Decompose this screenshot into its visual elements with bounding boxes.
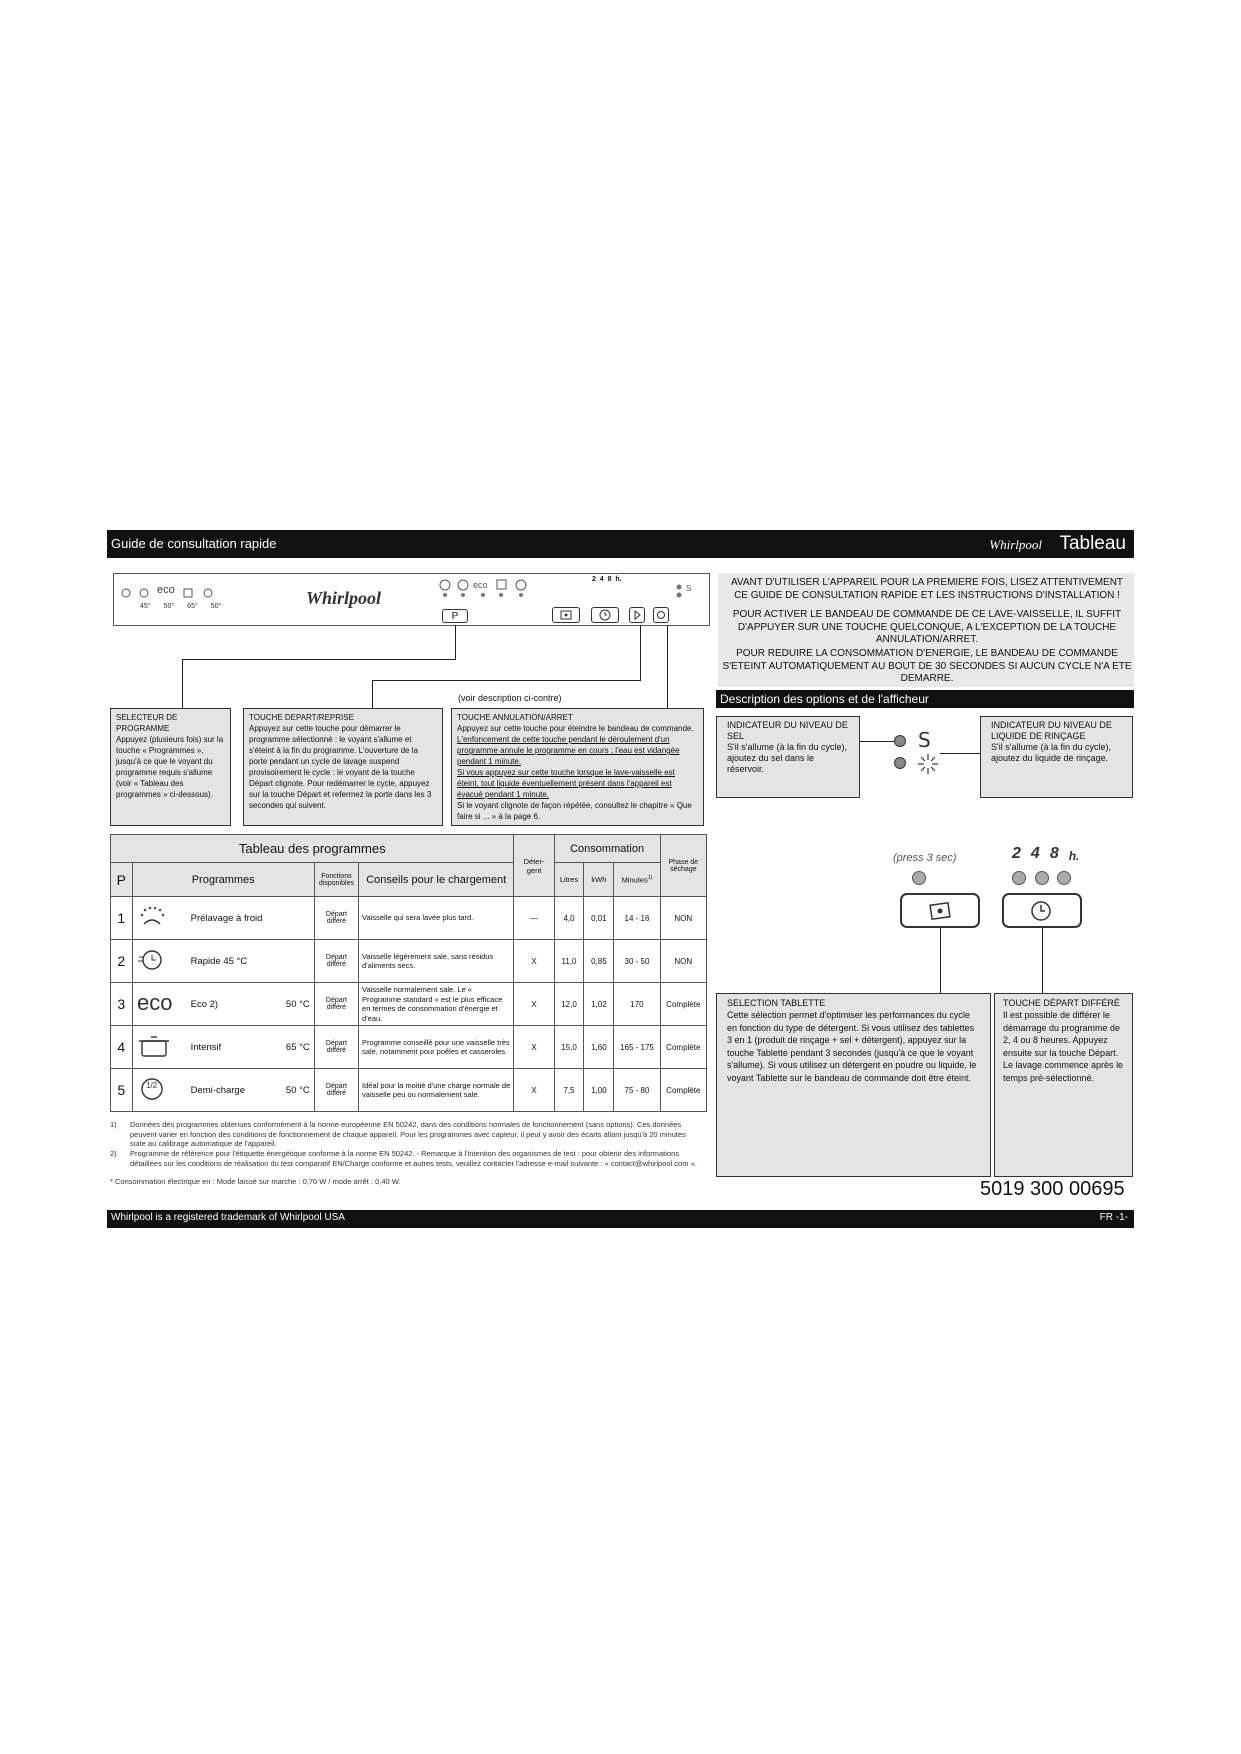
- tablet-icon: [559, 610, 573, 620]
- row-programme: [132, 940, 314, 983]
- rinse-symbol-icon: [916, 752, 940, 776]
- row-minutes: 75 - 80: [614, 1069, 660, 1112]
- tablette-title: SELECTION TABLETTE: [727, 998, 826, 1008]
- row-litres: 4,0: [554, 897, 584, 940]
- temp-label: 45°: [140, 603, 151, 610]
- row-kwh: 0,85: [584, 940, 614, 983]
- row-programme-name: Rapide 45 °C: [190, 955, 248, 967]
- trademark-note: Whirlpool is a registered trademark of Whirlpool USA: [111, 1212, 345, 1223]
- svg-text:eco: eco: [473, 580, 488, 590]
- footnote-1-mark: 1): [110, 1120, 117, 1129]
- row-conseil: Vaisselle normalement sale. Le « Programme standard » est le plus efficace en termes de consommation d'énergie et d'eau.: [359, 983, 514, 1026]
- sel-box: [716, 716, 860, 798]
- rincage-box: [980, 716, 1133, 798]
- tablet-button[interactable]: [552, 607, 580, 623]
- connector-line: [182, 659, 183, 711]
- program-button[interactable]: P: [442, 609, 468, 623]
- row-detergent: X: [514, 1026, 554, 1069]
- row-phase: Complète: [660, 983, 706, 1026]
- clock-icon: [599, 609, 611, 621]
- row-minutes: 165 - 175: [614, 1026, 660, 1069]
- row-minutes: 170: [614, 983, 660, 1026]
- differe-box: [994, 993, 1133, 1177]
- row-kwh: 1,00: [584, 1069, 614, 1112]
- panel-eco-label: eco: [157, 584, 175, 596]
- timer-led-icon: [1012, 871, 1026, 885]
- row-phase: NON: [660, 940, 706, 983]
- row-litres: 11,0: [554, 940, 584, 983]
- press-label: (press 3 sec): [893, 852, 957, 864]
- notice-warning: AVANT D'UTILISER L'APPAREIL POUR LA PREMIERE FOIS, LISEZ ATTENTIVEMENT CE GUIDE DE CONSULTATION RAPIDE ET LES INSTRUCTIONS D'INSTALLATION !: [730, 577, 1124, 601]
- delay-button-large[interactable]: [1002, 893, 1082, 928]
- start-button[interactable]: [629, 607, 645, 623]
- connector-line: [455, 625, 456, 659]
- program-table: [110, 834, 707, 1112]
- description-bar: [716, 690, 1134, 708]
- annulation-text3: Si vous appuyez sur cette touche lorsque le lave-vaisselle est éteint, tout liquide éventuellement présent dans l'appareil est évacué pendant 1 minute.: [457, 768, 675, 799]
- prewash-icon: [137, 904, 185, 932]
- annulation-text2: L'enfoncement de cette touche pendant le déroulement d'un programme annule le programme en cours ; l'eau est vidangée pendant 1 minute.: [457, 735, 680, 766]
- depart-text: Appuyez sur cette touche pour démarrer le programme sélectionné : le voyant s'allume et s'éteint à la fin du programme. L'ouverture de la porte pendant un cycle de lavage suspend provisoirement le cycle : le voyant de la touche Départ clignote. Pour redémarrer le cycle, appuyez sur la touche Départ et refermez la porte dans les 3 secondes qui suivent.: [249, 724, 432, 810]
- header-title: Guide de consultation rapide: [111, 536, 277, 551]
- row-fonctions: Départ différé: [314, 1026, 358, 1069]
- cancel-button[interactable]: [653, 607, 669, 623]
- row-phase: Complète: [660, 1069, 706, 1112]
- row-detergent: X: [514, 940, 554, 983]
- table-row: [111, 940, 707, 983]
- col-detergent: Déter-gent: [514, 835, 554, 897]
- power-icon: [656, 610, 666, 620]
- row-litres: 7,5: [554, 1069, 584, 1112]
- row-conseil: Vaisselle légèrement sale, sans résidus d'aliments secs.: [359, 940, 514, 983]
- row-kwh: 1,60: [584, 1026, 614, 1069]
- footnote-1-text: Données des programmes obtenues conformément à la norme européenne EN 50242, dans des conditions normales de fonctionnement (sans options). Ces données peuvent varier en fonction des conditions de fonctionnement de chaque appareil. Pour les programmes avec capteur, il peut y avoir des écarts allant jusqu'à 20 minutes suite au calibrage automatique de l'appareil.: [130, 1120, 686, 1148]
- row-fonctions: Départ différé: [314, 940, 358, 983]
- col-conseils: Conseils pour le chargement: [359, 863, 514, 897]
- timer-4: 4: [1030, 845, 1040, 862]
- connector-line: [1042, 928, 1043, 995]
- differe-text: Il est possible de différer le démarrage du programme de 2, 4 ou 8 heures. Appuyez ensuite sur la touche Départ. Le lavage commence après le temps pré-sélectionné.: [1003, 1010, 1124, 1083]
- connector-line: [182, 659, 456, 660]
- differe-title: TOUCHE DÉPART DIFFÉRÉ: [1003, 998, 1120, 1008]
- row-programme: [132, 983, 314, 1026]
- row-litres: 12,0: [554, 983, 584, 1026]
- salt-rinse-leds-icon: [674, 582, 704, 602]
- footnote-2: [110, 1149, 700, 1168]
- notice-energy: POUR REDUIRE LA CONSOMMATION D'ENERGIE, LE BANDEAU DE COMMANDE S'ETEINT AUTOMATIQUEMENT AU BOUT DE 30 SECONDES SI AUCUN CYCLE N'A ETE DEMARRE.: [722, 648, 1132, 684]
- eco-icon: [137, 991, 185, 1017]
- row-phase: Complète: [660, 1026, 706, 1069]
- row-minutes: 14 - 16: [614, 897, 660, 940]
- col-minutes-sup: 1): [647, 874, 653, 881]
- rapid-icon: [137, 947, 185, 975]
- panel-temps: [140, 603, 221, 610]
- description-bar-title: Description des options et de l'afficheur: [720, 692, 929, 706]
- temp-label: 65°: [187, 603, 198, 610]
- col-minutes-label: Minutes: [621, 875, 648, 885]
- row-conseil: Programme conseillé pour une vaisselle très sale, notamment pour poêles et casseroles.: [359, 1026, 514, 1069]
- control-panel: [113, 573, 710, 626]
- tablet-led-icon: [912, 871, 926, 885]
- row-programme-temp: 50 °C: [285, 1084, 310, 1096]
- table-title: Tableau des programmes: [111, 835, 514, 863]
- rincage-text: S'il s'allume (à la fin du cycle), ajoutez du liquide de rinçage.: [991, 742, 1111, 763]
- delay-button[interactable]: [591, 607, 619, 623]
- timer-led-icon: [1057, 871, 1071, 885]
- svg-text:S: S: [686, 584, 692, 593]
- footnote-2-text: Programme de référence pour l'étiquette énergétique conforme à la norme EN 50242. - Remarque à l'intention des organismes de test : pour obtenir des informations détaillées sur les conditions de réalisation du test comparatif EN/Charge conforme et autres tests, veuillez contacter l'adresse e-mail suivante : « contact@whirlpool.com ».: [130, 1149, 697, 1168]
- half-load-icon: [137, 1075, 185, 1105]
- connector-line: [667, 625, 668, 711]
- connector-line: [860, 741, 898, 742]
- annulation-title: TOUCHE ANNULATION/ARRET: [457, 713, 573, 722]
- table-row: [111, 897, 707, 940]
- annulation-text1: Appuyez sur cette touche pour éteindre le bandeau de commande.: [457, 724, 694, 733]
- play-icon: [632, 610, 642, 620]
- press-label-text: press 3 sec: [896, 852, 953, 864]
- header-subtitle: Tableau: [1059, 533, 1126, 554]
- col-litres: Litres: [554, 863, 584, 897]
- row-phase: NON: [660, 897, 706, 940]
- row-fonctions: Départ différé: [314, 1069, 358, 1112]
- connector-line: [940, 753, 980, 754]
- tablet-icon: [926, 901, 954, 921]
- notice-activation: POUR ACTIVER LE BANDEAU DE COMMANDE DE CE LAVE-VAISSELLE, IL SUFFIT D'APPUYER SUR UNE TOUCHE QUELCONQUE, A L'EXCEPTION DE LA TOUCHE ANNULATION/ARRET.: [732, 609, 1122, 645]
- pot-icon: [137, 1032, 185, 1062]
- rincage-title: INDICATEUR DU NIVEAU DE LIQUIDE DE RINÇAGE: [991, 720, 1112, 741]
- sel-text: S'il s'allume (à la fin du cycle), ajoutez du sel dans le réservoir.: [727, 742, 847, 774]
- row-programme-temp: 50 °C: [285, 998, 310, 1010]
- annulation-text4: Si le voyant clignote de façon répétée, consultez le chapitre « Que faire si ... » à la page 6.: [457, 801, 692, 821]
- page-number: FR -1-: [1099, 1212, 1128, 1223]
- row-kwh: 1,02: [584, 983, 614, 1026]
- row-fonctions: Départ différé: [314, 897, 358, 940]
- row-kwh: 0,01: [584, 897, 614, 940]
- table-row: [111, 983, 707, 1026]
- row-programme-temp: 65 °C: [285, 1041, 310, 1053]
- connector-line: [640, 625, 641, 680]
- annulation-box: [451, 708, 704, 826]
- connector-line: [372, 680, 641, 681]
- row-litres: 15,0: [554, 1026, 584, 1069]
- col-fonctions: Fonctions disponibles: [314, 863, 358, 897]
- table-row: [111, 1026, 707, 1069]
- row-programme: [132, 1026, 314, 1069]
- clock-icon: [1029, 899, 1055, 923]
- svg-text:eco: eco: [136, 991, 173, 1015]
- panel-brand-logo: Whirlpool: [306, 588, 382, 608]
- salt-led-icon: [894, 735, 906, 747]
- col-p: P: [111, 863, 133, 897]
- table-row: [111, 1069, 707, 1112]
- row-number: 5: [111, 1069, 133, 1112]
- timer-8: 8: [1049, 845, 1059, 862]
- row-conseil: Idéal pour la moitié d'une charge normale de vaisselle peu ou normalement sale.: [359, 1069, 514, 1112]
- col-consommation: Consommation: [554, 835, 660, 863]
- row-programme: [132, 897, 314, 940]
- salt-symbol-icon: [916, 729, 938, 751]
- part-number: 5019 300 00695: [980, 1178, 1125, 1200]
- footer-bar: [107, 1210, 1134, 1228]
- row-fonctions: Départ différé: [314, 983, 358, 1026]
- depart-title: TOUCHE DEPART/REPRISE: [249, 713, 354, 722]
- row-minutes: 30 - 50: [614, 940, 660, 983]
- tablette-box: [716, 993, 991, 1177]
- row-programme: [132, 1069, 314, 1112]
- row-detergent: —: [514, 897, 554, 940]
- row-programme-name: Intensif: [190, 1041, 222, 1053]
- svg-text:S: S: [918, 729, 931, 751]
- tablette-text: Cette sélection permet d'optimiser les performances du cycle en fonction du type de détergent. Si vous utilisez des tablettes 3 en 1 (produit de rinçage + sel + détergent), appuyez sur la touche Tablette pendant 3 secondes (jusqu'à ce que le voyant s'allume). Si vous utilisez un détergent en poudre ou liquide, le voyant Tablette sur le bandeau de commande doit être éteint.: [727, 1010, 977, 1083]
- row-programme-name: Demi-charge: [190, 1084, 245, 1096]
- sel-title: INDICATEUR DU NIVEAU DE SEL: [727, 720, 848, 741]
- selecteur-text: Appuyez (plusieurs fois) sur la touche « Programmes », jusqu'à ce que le voyant du programme requis s'allume (voir « Tableau des programmes » ci-dessous).: [116, 735, 224, 799]
- footnote-3: * Consommation électrique en : Mode laissé sur marche : 0,70 W / mode arrêt : 0,40 W.: [110, 1177, 401, 1186]
- row-programme-name: Eco 2): [190, 998, 219, 1010]
- footnote-1: [110, 1120, 700, 1149]
- selecteur-title: SELECTEUR DE PROGRAMME: [116, 713, 178, 733]
- connector-line: [372, 680, 373, 711]
- col-kwh: kWh: [584, 863, 614, 897]
- svg-text:1/2: 1/2: [145, 1081, 157, 1090]
- connector-line: [940, 928, 941, 995]
- header-bar: [107, 530, 1134, 558]
- timer-numbers: 2 4 8 h.: [592, 576, 622, 583]
- tablet-button-large[interactable]: [900, 893, 980, 928]
- timer-hours: [1012, 845, 1079, 863]
- row-programme-name: Prélavage à froid: [190, 912, 263, 924]
- notice-block: [718, 573, 1134, 687]
- row-number: 2: [111, 940, 133, 983]
- row-number: 3: [111, 983, 133, 1026]
- row-conseil: Vaisselle qui sera lavée plus tard.: [359, 897, 514, 940]
- voir-description-label: (voir description ci-contre): [458, 693, 562, 703]
- footnote-2-mark: 2): [110, 1149, 117, 1158]
- col-minutes: [614, 863, 660, 897]
- selecteur-box: [110, 708, 231, 826]
- timer-h: h.: [1068, 849, 1080, 863]
- temp-label: 50°: [210, 603, 222, 610]
- col-programmes: Programmes: [132, 863, 314, 897]
- col-phase: Phase de séchage: [660, 835, 706, 897]
- row-number: 4: [111, 1026, 133, 1069]
- temp-label: 50°: [163, 603, 175, 610]
- program-leds-icon: [439, 577, 539, 599]
- row-detergent: X: [514, 983, 554, 1026]
- row-detergent: X: [514, 1069, 554, 1112]
- timer-led-icon: [1035, 871, 1049, 885]
- depart-box: [243, 708, 443, 826]
- rinse-led-icon: [894, 757, 906, 769]
- row-number: 1: [111, 897, 133, 940]
- timer-2: 2: [1012, 845, 1021, 862]
- header-brand-logo: Whirlpool: [989, 537, 1042, 552]
